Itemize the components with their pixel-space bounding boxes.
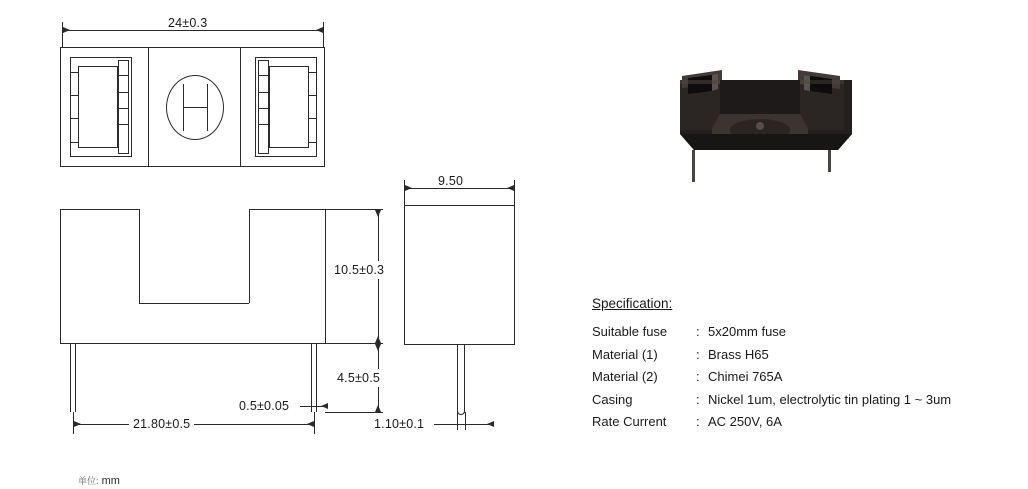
units-note-cn: 单位: bbox=[78, 476, 99, 486]
top-view-clip-left-rib-1 bbox=[118, 75, 129, 76]
top-view-clip-right-rib-1 bbox=[258, 75, 269, 76]
dim-body-height: 10.5±0.3 bbox=[331, 261, 387, 279]
side-view-pin-edge-1 bbox=[457, 345, 458, 413]
product-photo bbox=[668, 58, 868, 183]
top-view-clip-left-notch-bottom bbox=[70, 142, 79, 143]
top-dim-line bbox=[62, 30, 323, 31]
pitch-dim-arrow-left bbox=[74, 421, 81, 427]
specification-title: Specification: bbox=[592, 296, 673, 311]
side-dim-line bbox=[404, 188, 514, 189]
side-dim-arrow-left bbox=[405, 185, 412, 191]
top-view-clip-right-notch-bottom bbox=[308, 142, 317, 143]
top-view-clip-right-rib-2 bbox=[258, 92, 269, 93]
spec-row-casing bbox=[592, 390, 1012, 410]
top-view-clip-left-rib-4 bbox=[118, 124, 129, 125]
units-note-value: mm bbox=[101, 475, 120, 487]
front-view-top-right bbox=[249, 209, 325, 210]
front-view-pin-right-edge-1 bbox=[311, 343, 312, 412]
top-view-clip-right-mid-top bbox=[308, 95, 317, 96]
height-dim-arrow-top bbox=[375, 210, 381, 217]
front-view-notch-bottom bbox=[139, 303, 249, 304]
top-view-separator-right bbox=[240, 48, 241, 166]
height-dim-arrow-bottom bbox=[375, 336, 381, 343]
front-view-top-left bbox=[60, 209, 139, 210]
top-view-clip-left-inner bbox=[78, 66, 118, 148]
pin-dim-ext-bottom bbox=[325, 412, 383, 413]
units-note bbox=[78, 474, 120, 487]
side-dim-arrow-right bbox=[507, 185, 514, 191]
pitch-dim-arrow-right bbox=[307, 421, 314, 427]
top-view-clip-left-mid-top bbox=[70, 95, 79, 96]
spec-value-rate-current: AC 250V, 6A bbox=[708, 414, 782, 429]
pinwidth-dim-arrow-right bbox=[487, 421, 494, 427]
spec-value-suitable-fuse: 5x20mm fuse bbox=[708, 324, 787, 339]
top-dim-ext-left bbox=[62, 22, 63, 48]
spec-row-material-2 bbox=[592, 367, 1012, 387]
spec-row-suitable-fuse bbox=[592, 322, 1012, 342]
pinwidth-dim-ext-left bbox=[457, 412, 458, 430]
top-view-clip-left-mid-bottom bbox=[70, 118, 79, 119]
top-view-clip-left-rib-3 bbox=[118, 108, 129, 109]
front-view-bottom bbox=[60, 343, 325, 344]
pinwidth-dim-ext-right bbox=[465, 412, 466, 430]
spec-sep-material-2: : bbox=[696, 369, 700, 384]
spec-sep-material-1: : bbox=[696, 346, 700, 362]
front-view-pin-left-edge-1 bbox=[70, 343, 71, 412]
dim-pin-pitch: 21.80±0.5 bbox=[129, 417, 194, 431]
front-view-side-left bbox=[60, 209, 61, 343]
dim-pin-thickness: 0.5±0.05 bbox=[236, 399, 292, 413]
spec-sep-casing: : bbox=[696, 391, 700, 407]
front-view-notch-left bbox=[139, 209, 140, 303]
top-dim-arrow-left bbox=[63, 27, 70, 33]
spec-value-material-1: Brass H65 bbox=[708, 346, 769, 362]
front-view-side-right bbox=[325, 209, 326, 343]
top-view-clip-right-mid-bottom bbox=[308, 118, 317, 119]
top-view-clip-right-inner bbox=[269, 66, 309, 148]
front-view-notch-right bbox=[249, 209, 250, 303]
top-view-mark-h-bar bbox=[183, 107, 207, 108]
pin-dim-arrow-bottom bbox=[375, 405, 381, 412]
top-view-clip-right-rib-3 bbox=[258, 108, 269, 109]
top-dim-ext-right bbox=[323, 22, 324, 48]
spec-row-material-1 bbox=[592, 345, 1012, 365]
product-photo-svg bbox=[668, 58, 868, 183]
top-view-separator-left bbox=[148, 48, 149, 166]
side-view-pin-edge-2 bbox=[464, 345, 465, 413]
spec-sep-suitable-fuse: : bbox=[696, 324, 700, 339]
spec-key-material-2: Material (2) bbox=[592, 369, 658, 384]
spec-value-casing: Nickel 1um, electrolytic tin plating 1 ~ 3um bbox=[708, 391, 952, 407]
dim-pin-width: 1.10±0.1 bbox=[370, 417, 428, 431]
dim-pin-length: 4.5±0.5 bbox=[334, 369, 383, 387]
pin-dim-arrow-top bbox=[375, 344, 381, 351]
spec-value-material-2: Chimei 765A bbox=[708, 369, 783, 384]
front-view-pin-left-edge-2 bbox=[75, 343, 76, 412]
pitch-dim-ext-right bbox=[314, 412, 315, 434]
spec-sep-rate-current: : bbox=[696, 414, 700, 429]
top-view-clip-right-notch-top bbox=[308, 72, 317, 73]
thickness-dim-arrow bbox=[321, 403, 328, 409]
spec-key-material-1: Material (1) bbox=[592, 346, 658, 362]
top-view-clip-right-rib-4 bbox=[258, 124, 269, 125]
specification-block bbox=[592, 294, 1012, 435]
top-view-clip-left-notch-top bbox=[70, 72, 79, 73]
side-view-outline bbox=[404, 205, 515, 345]
side-view-pin-tip bbox=[457, 405, 465, 415]
spec-key-suitable-fuse: Suitable fuse bbox=[592, 324, 668, 339]
spec-row-rate-current bbox=[592, 412, 1012, 432]
top-view-clip-left-rib-2 bbox=[118, 92, 129, 93]
top-view-mark-h-right bbox=[207, 84, 208, 131]
spec-key-casing: Casing bbox=[592, 391, 633, 407]
front-view-pin-right-edge-2 bbox=[316, 343, 317, 412]
top-dim-arrow-right bbox=[316, 27, 323, 33]
dim-side-width: 9.50 bbox=[434, 174, 467, 188]
spec-key-rate-current: Rate Current bbox=[592, 414, 667, 429]
pinwidth-dim-line bbox=[434, 424, 494, 425]
side-dim-ext-right bbox=[514, 180, 515, 208]
dim-top-width: 24±0.3 bbox=[164, 16, 211, 30]
